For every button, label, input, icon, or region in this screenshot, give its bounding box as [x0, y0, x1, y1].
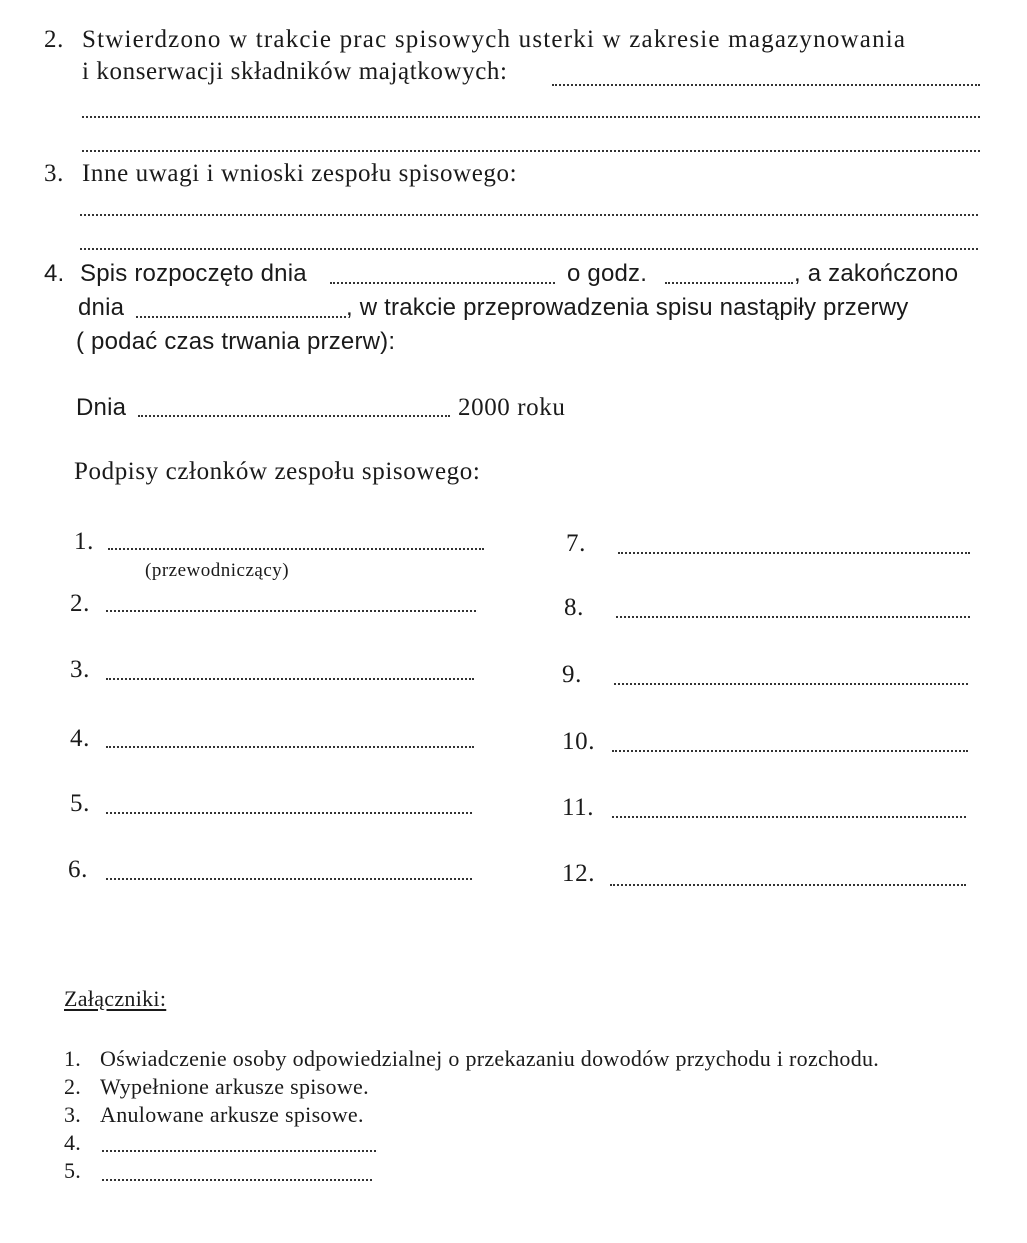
- attachment-number-2: 2.: [64, 1074, 82, 1099]
- signature-line-3[interactable]: [106, 678, 474, 680]
- end-date-field[interactable]: [136, 316, 346, 318]
- signature-number-2: 2.: [70, 590, 90, 617]
- signature-line-1[interactable]: [108, 548, 484, 550]
- attachments-heading: Załączniki:: [64, 986, 167, 1011]
- signatures-heading: Podpisy członków zespołu spisowego:: [74, 458, 481, 485]
- signature-number-1: 1.: [74, 528, 94, 555]
- section-2-fill-line-3[interactable]: [82, 150, 980, 152]
- section-4-hour-label: o godz.: [567, 260, 648, 287]
- attachment-number-4: 4.: [64, 1130, 82, 1155]
- signature-number-5: 5.: [70, 790, 90, 817]
- signature-line-11[interactable]: [612, 816, 966, 818]
- section-4-start-label: Spis rozpoczęto dnia: [80, 260, 307, 287]
- date-prefix: Dnia: [76, 394, 127, 421]
- start-hour-field[interactable]: [665, 282, 793, 284]
- signature-line-12[interactable]: [610, 884, 966, 886]
- section-2-number: 2.: [44, 26, 64, 53]
- section-2-fill-line-2[interactable]: [82, 116, 980, 118]
- signature-line-6[interactable]: [106, 878, 472, 880]
- attachment-fill-line-5[interactable]: [102, 1179, 372, 1181]
- signature-number-4: 4.: [70, 725, 90, 752]
- section-3-text: Inne uwagi i wnioski zespołu spisowego:: [82, 160, 518, 187]
- signature-number-6: 6.: [68, 856, 88, 883]
- attachment-number-3: 3.: [64, 1102, 82, 1127]
- section-4-breaks-note: ( podać czas trwania przerw):: [76, 328, 396, 355]
- date-suffix: 2000 roku: [458, 394, 566, 421]
- signature-number-10: 10.: [562, 728, 596, 755]
- section-3-fill-line-1[interactable]: [80, 214, 978, 216]
- signature-number-8: 8.: [564, 594, 584, 621]
- section-4-end-day-label: dnia: [78, 294, 125, 321]
- attachment-fill-line-4[interactable]: [102, 1150, 376, 1152]
- section-4-breaks-text: , w trakcie przeprowadzenia spisu nastąpiły przerwy: [346, 294, 909, 321]
- section-2-fill-line-1[interactable]: [552, 84, 980, 86]
- section-4-number: 4.: [44, 260, 65, 287]
- chair-caption: (przewodniczący): [145, 560, 290, 581]
- section-3-fill-line-2[interactable]: [80, 248, 978, 250]
- signature-line-2[interactable]: [106, 610, 476, 612]
- attachment-text-2: Wypełnione arkusze spisowe.: [100, 1074, 369, 1099]
- signature-number-7: 7.: [566, 530, 586, 557]
- signature-number-12: 12.: [562, 860, 596, 887]
- section-3-number: 3.: [44, 160, 64, 187]
- attachment-number-1: 1.: [64, 1046, 82, 1071]
- signature-line-7[interactable]: [618, 552, 970, 554]
- start-date-field[interactable]: [330, 282, 555, 284]
- signature-number-9: 9.: [562, 661, 582, 688]
- section-2-line-2: i konserwacji składników majątkowych:: [82, 58, 508, 85]
- signature-line-5[interactable]: [106, 812, 472, 814]
- signature-line-9[interactable]: [614, 683, 968, 685]
- signature-line-4[interactable]: [106, 746, 474, 748]
- attachment-text-3: Anulowane arkusze spisowe.: [100, 1102, 364, 1127]
- section-2-line-1: Stwierdzono w trakcie prac spisowych usterki w zakresie magazynowania: [82, 26, 907, 53]
- signature-line-8[interactable]: [616, 616, 970, 618]
- date-field[interactable]: [138, 415, 450, 417]
- signature-line-10[interactable]: [612, 750, 968, 752]
- section-4-end-label: , a zakończono: [794, 260, 959, 287]
- attachment-text-1: Oświadczenie osoby odpowiedzialnej o przekazaniu dowodów przychodu i rozchodu.: [100, 1046, 880, 1071]
- attachment-number-5: 5.: [64, 1158, 82, 1183]
- signature-number-11: 11.: [562, 794, 595, 821]
- signature-number-3: 3.: [70, 656, 90, 683]
